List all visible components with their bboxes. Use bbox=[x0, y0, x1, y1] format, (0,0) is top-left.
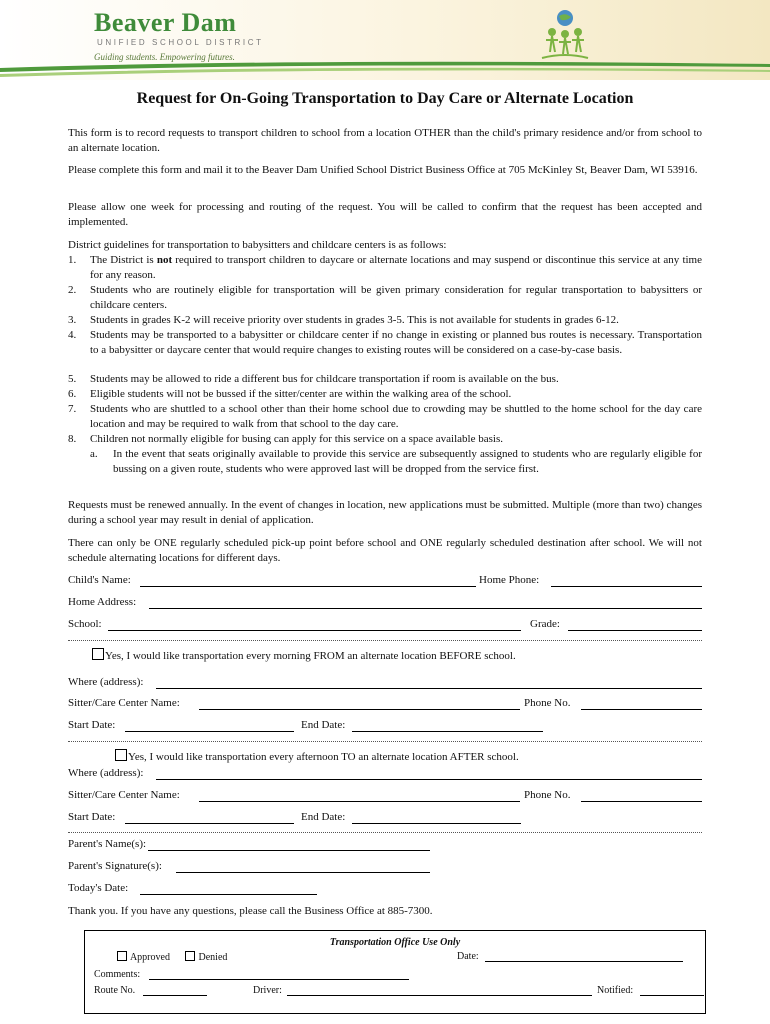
notified-field[interactable] bbox=[640, 985, 704, 996]
denied-checkbox[interactable] bbox=[185, 951, 195, 961]
afternoon-sitter-label: Sitter/Care Center Name: bbox=[68, 789, 180, 801]
office-date-label: Date: bbox=[457, 951, 479, 962]
list-text: Students may be transported to a babysitter or childcare center if no change in existing or planned bus routes is necessary. Transportation to a babysitter or daycare center that would require changes to existing routes will be considered on a case-by-case basis. bbox=[90, 329, 702, 356]
morning-where-field[interactable] bbox=[156, 676, 702, 689]
notified-label: Notified: bbox=[597, 985, 634, 996]
denied-option[interactable] bbox=[185, 951, 227, 963]
list-number: 6. bbox=[68, 388, 77, 400]
morning-where-row bbox=[68, 676, 702, 690]
morning-start-label: Start Date: bbox=[68, 719, 116, 731]
comments-label: Comments: bbox=[94, 969, 141, 980]
list-text: The District is not required to transport children to daycare or alternate locations and may suspend or discontinue this service at any time for any reason. bbox=[90, 254, 702, 281]
morning-phone-field[interactable] bbox=[581, 697, 702, 710]
todays-date-row bbox=[68, 882, 702, 896]
afternoon-end-field[interactable] bbox=[352, 811, 521, 824]
district-logo-icon bbox=[540, 8, 590, 64]
afternoon-where-field[interactable] bbox=[156, 767, 702, 780]
afternoon-phone-label: Phone No. bbox=[524, 789, 571, 801]
afternoon-phone-field[interactable] bbox=[581, 789, 702, 802]
comments-field[interactable] bbox=[149, 969, 409, 980]
list-number: 3. bbox=[68, 314, 77, 326]
office-use-box bbox=[84, 930, 706, 1014]
morning-dates-row bbox=[68, 719, 702, 733]
district-name: Beaver Dam bbox=[94, 8, 237, 37]
intro-paragraph-3: Please allow one week for processing and routing of the request. You will be called to confirm that the request has been accepted and implemented. bbox=[68, 201, 702, 228]
morning-where-label: Where (address): bbox=[68, 676, 144, 688]
child-name-row bbox=[68, 574, 702, 588]
section-divider bbox=[68, 640, 702, 641]
driver-field[interactable] bbox=[287, 985, 592, 996]
morning-option[interactable] bbox=[92, 648, 516, 662]
parent-names-field[interactable] bbox=[148, 838, 430, 851]
morning-phone-label: Phone No. bbox=[524, 697, 571, 709]
office-use-title: Transportation Office Use Only bbox=[329, 937, 461, 948]
list-text: Students may be allowed to ride a different bus for childcare transportation if room is available on the bus. bbox=[90, 373, 559, 385]
list-number: 2. bbox=[68, 284, 77, 296]
school-label: School: bbox=[68, 618, 102, 630]
afternoon-dates-row bbox=[68, 811, 702, 825]
one-point-note: There can only be ONE regularly scheduled pick-up point before school and ONE regularly scheduled destination after school. We will not schedule alternating locations for different days. bbox=[68, 537, 702, 564]
school-row bbox=[68, 618, 702, 632]
home-phone-label: Home Phone: bbox=[479, 574, 540, 586]
morning-sitter-label: Sitter/Care Center Name: bbox=[68, 697, 180, 709]
district-tagline: Guiding students. Empowering futures. bbox=[94, 52, 235, 62]
morning-sitter-row bbox=[68, 697, 702, 711]
home-address-label: Home Address: bbox=[68, 596, 137, 608]
list-number: 8. bbox=[68, 433, 77, 445]
todays-date-field[interactable] bbox=[140, 882, 317, 895]
home-phone-field[interactable] bbox=[551, 574, 702, 587]
approved-checkbox[interactable] bbox=[117, 951, 127, 961]
afternoon-where-label: Where (address): bbox=[68, 767, 144, 779]
list-number: 5. bbox=[68, 373, 77, 385]
grade-label: Grade: bbox=[530, 618, 560, 630]
afternoon-sitter-row bbox=[68, 789, 702, 803]
parent-names-label: Parent's Name(s): bbox=[68, 838, 147, 850]
home-address-field[interactable] bbox=[149, 596, 702, 609]
morning-checkbox-label: Yes, I would like transportation every morning FROM an alternate location BEFORE school. bbox=[105, 650, 516, 662]
list-text: In the event that seats originally available to provide this service are subsequently assigned to students who are regularly eligible for bussing on a given route, students who were approved last will be dropped from the service first. bbox=[113, 448, 702, 475]
child-name-label: Child's Name: bbox=[68, 574, 131, 586]
renewal-note: Requests must be renewed annually. In the event of changes in location, new applications must be submitted. Multiple (more than two) changes during a school year may result in denial of application. bbox=[68, 499, 702, 526]
afternoon-end-label: End Date: bbox=[301, 811, 346, 823]
thank-you-note: Thank you. If you have any questions, please call the Business Office at 885-7300. bbox=[68, 905, 433, 917]
parent-signature-label: Parent's Signature(s): bbox=[68, 860, 162, 872]
driver-label: Driver: bbox=[253, 985, 282, 996]
district-subtitle: UNIFIED SCHOOL DISTRICT bbox=[97, 38, 264, 47]
section-divider bbox=[68, 832, 702, 833]
list-number: 7. bbox=[68, 403, 77, 415]
list-number: 1. bbox=[68, 254, 77, 266]
form-title: Request for On-Going Transportation to Day Care or Alternate Location bbox=[136, 90, 634, 107]
afternoon-start-label: Start Date: bbox=[68, 811, 116, 823]
denied-label: Denied bbox=[198, 952, 228, 963]
route-no-field[interactable] bbox=[143, 985, 207, 996]
parent-names-row bbox=[68, 838, 702, 852]
list-number: a. bbox=[90, 448, 98, 460]
approved-option[interactable] bbox=[117, 951, 170, 963]
morning-sitter-field[interactable] bbox=[199, 697, 520, 710]
approved-label: Approved bbox=[129, 952, 170, 963]
morning-start-field[interactable] bbox=[125, 719, 294, 732]
list-text: Students in grades K-2 will receive priority over students in grades 3-5. This is not available for students in grades 6-12. bbox=[90, 314, 619, 326]
list-text: Students who are routinely eligible for transportation will be given primary consideration for regular transportation to babysitters or childcare centers. bbox=[90, 284, 702, 311]
list-text: Children not normally eligible for busing can apply for this service on a space available basis. bbox=[90, 433, 503, 445]
letterhead bbox=[0, 0, 770, 80]
guidelines-heading: District guidelines for transportation to babysitters and childcare centers is as follows: bbox=[68, 239, 447, 251]
office-date-field[interactable] bbox=[485, 951, 683, 962]
todays-date-label: Today's Date: bbox=[68, 882, 129, 894]
route-no-label: Route No. bbox=[94, 985, 136, 996]
afternoon-start-field[interactable] bbox=[125, 811, 294, 824]
parent-signature-row bbox=[68, 860, 702, 874]
home-address-row bbox=[68, 596, 702, 610]
morning-checkbox[interactable] bbox=[92, 648, 104, 660]
afternoon-option[interactable] bbox=[115, 749, 519, 763]
school-field[interactable] bbox=[108, 618, 521, 631]
afternoon-where-row bbox=[68, 767, 702, 781]
header-swoosh bbox=[0, 58, 770, 80]
afternoon-sitter-field[interactable] bbox=[199, 789, 520, 802]
section-divider bbox=[68, 741, 702, 742]
grade-field[interactable] bbox=[568, 618, 702, 631]
morning-end-label: End Date: bbox=[301, 719, 346, 731]
child-name-field[interactable] bbox=[140, 574, 476, 587]
list-text: Students who are shuttled to a school other than their home school due to crowding may be shuttled to the home school for the day care location and may be required to walk from that school to the day care. bbox=[90, 403, 702, 430]
list-number: 4. bbox=[68, 329, 77, 341]
intro-paragraph-2: Please complete this form and mail it to the Beaver Dam Unified School District Business Office at 705 McKinley St, Beaver Dam, WI 53916. bbox=[68, 164, 698, 176]
list-text: Eligible students will not be bussed if the sitter/center are within the walking area of the school. bbox=[90, 388, 512, 400]
intro-paragraph-1: This form is to record requests to transport children to school from a location OTHER than the child's primary residence and/or from school to an alternate location. bbox=[68, 127, 702, 154]
afternoon-checkbox[interactable] bbox=[115, 749, 127, 761]
afternoon-checkbox-label: Yes, I would like transportation every afternoon TO an alternate location AFTER school. bbox=[128, 751, 519, 763]
morning-end-field[interactable] bbox=[352, 719, 543, 732]
parent-signature-field[interactable] bbox=[176, 860, 430, 873]
